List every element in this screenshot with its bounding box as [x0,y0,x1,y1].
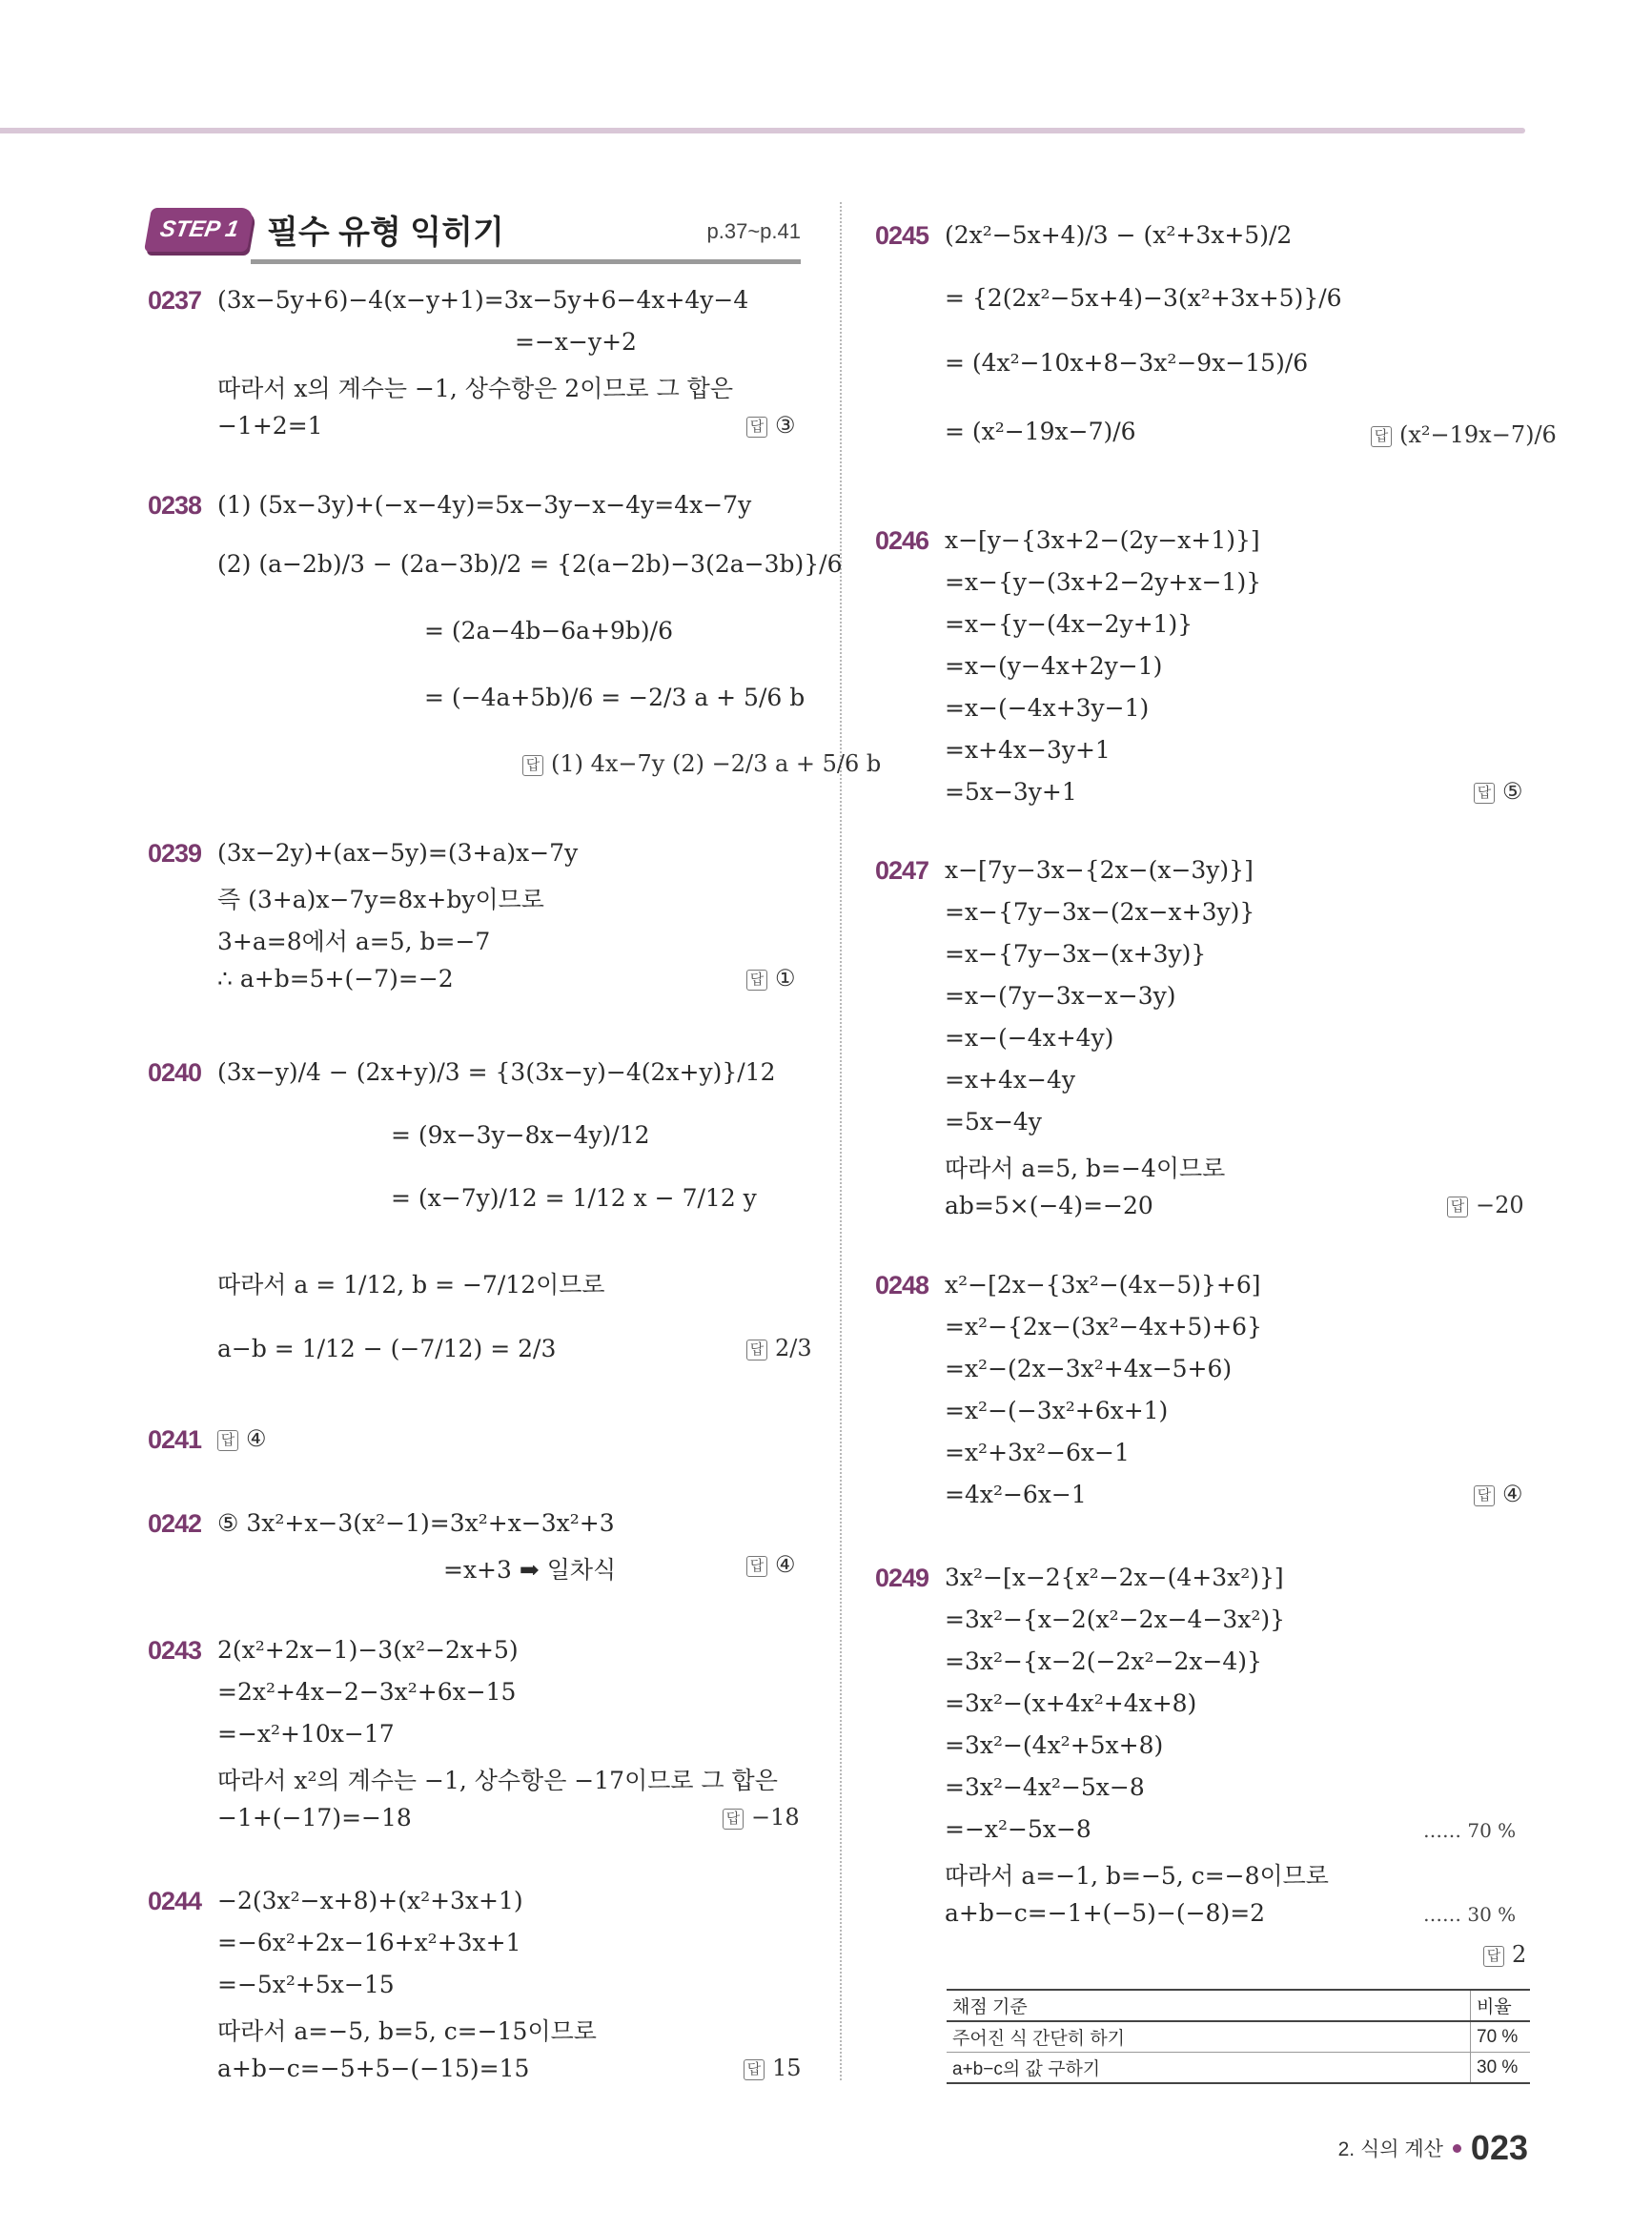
table-header: 채점 기준 [947,1990,1471,2021]
solution-line: = {2(2x²−5x+4)−3(x²+3x+5)}/6 [945,284,1342,312]
solution-line: =3x²−(x+4x²+4x+8) [945,1689,1197,1717]
problem-number: 0237 [148,286,202,315]
solution-line: =3x²−(4x²+5x+8) [945,1731,1164,1759]
problem-number: 0248 [875,1271,929,1299]
solution-line: a+b−c=−5+5−(−15)=15 [217,2055,530,2082]
solution-line: =x−(y−4x+2y−1) [945,652,1163,680]
solution-line: 따라서 a = 1/12, b = −7/12이므로 [217,1271,605,1299]
problem-number: 0247 [875,856,929,885]
answer-mark-icon: 답 [1447,1197,1468,1217]
section-header [148,202,801,269]
section-title: 필수 유형 익히기 [267,215,504,251]
solution-line: −1+(−17)=−18 [217,1804,412,1831]
solution-line: (1) (5x−3y)+(−x−4y)=5x−3y−x−4y=4x−7y [217,491,752,519]
table-cell: a+b−c의 값 구하기 [947,2053,1471,2084]
solution-line: =3x²−{x−2(x²−2x−4−3x²)} [945,1606,1286,1633]
solution-line: =x²+3x²−6x−1 [945,1439,1130,1466]
answer-mark-icon: 답 [723,1809,744,1830]
problem-number: 0238 [148,491,202,520]
problem-number: 0240 [148,1058,202,1087]
solution-line: x−[y−{3x+2−(2y−x+1)}] [945,526,1260,554]
answer-mark-icon: 답 [746,417,767,438]
solution-line: = (x−7y)/12 = 1/12 x − 7/12 y [391,1184,757,1212]
table-cell: 70 % [1471,2021,1531,2053]
score-percent: …… 30 % [1423,1903,1517,1926]
solution-line: x−[7y−3x−{2x−(x−3y)}] [945,856,1254,884]
solution-line: −1+2=1 [217,412,323,440]
solution-line: =x+4x−3y+1 [945,736,1111,764]
column-divider [840,202,842,2080]
step-badge: STEP 1 [144,208,255,252]
answer: 답 ① [746,965,796,992]
problem-number: 0244 [148,1887,202,1915]
solution-line: ∴ a+b=5+(−7)=−2 [217,965,454,992]
solution-line: =x−(−4x+3y−1) [945,694,1150,722]
solution-line: a+b−c=−1+(−5)−(−8)=2 [945,1899,1266,1927]
solution-line: =3x²−{x−2(−2x²−2x−4)} [945,1647,1262,1675]
answer-mark-icon: 답 [746,1556,767,1577]
bullet-icon [1453,2144,1461,2153]
solution-line: =4x²−6x−1 [945,1481,1087,1508]
table-cell: 주어진 식 간단히 하기 [947,2021,1471,2053]
solution-line: 따라서 a=5, b=−4이므로 [945,1155,1226,1182]
page-number: 023 [1470,2128,1528,2167]
solution-line: = (x²−19x−7)/6 [945,418,1136,445]
table-row [947,2053,1530,2084]
solution-line: = (−4a+5b)/6 = −2/3 a + 5/6 b [424,684,806,711]
solution-line: =x−{y−(3x+2−2y+x−1)} [945,568,1262,596]
table-row [947,2021,1530,2053]
solution-line: 2(x²+2x−1)−3(x²−2x+5) [217,1636,519,1664]
score-percent: …… 70 % [1423,1819,1517,1842]
answer-mark-icon: 답 [522,755,543,776]
solution-line: = (4x²−10x+8−3x²−9x−15)/6 [945,349,1309,377]
solution-line: 따라서 a=−5, b=5, c=−15이므로 [217,2017,597,2045]
answer: 답 2 [1483,1941,1526,1968]
solution-line: =x+4x−4y [945,1066,1075,1094]
solution-line: = (9x−3y−8x−4y)/12 [391,1121,650,1149]
solution-line: =x+3 ➡ 일차식 [443,1556,617,1584]
problem-number: 0242 [148,1509,202,1538]
solution-line: =x²−(−3x²+6x+1) [945,1397,1169,1424]
solution-line: x²−[2x−{3x²−(4x−5)}+6] [945,1271,1261,1299]
solution-line: ab=5×(−4)=−20 [945,1192,1153,1219]
solution-line: =5x−4y [945,1108,1042,1135]
table-cell: 30 % [1471,2053,1531,2084]
solution-line: (2) (a−2b)/3 − (2a−3b)/2 = {2(a−2b)−3(2a−3b)}/6 [217,550,843,578]
problem-number: 0245 [875,221,929,250]
solution-line: 따라서 x²의 계수는 −1, 상수항은 −17이므로 그 합은 [217,1767,778,1794]
solution-line: =−x²+10x−17 [217,1720,395,1748]
solution-line: −2(3x²−x+8)+(x²+3x+1) [217,1887,523,1914]
page-footer [1338,2128,1528,2168]
answer: 답 2/3 [746,1335,812,1361]
scoring-table [947,1989,1530,2084]
answer: 답 ③ [746,412,796,439]
answer-mark-icon: 답 [1474,783,1495,804]
answer-mark-icon: 답 [1474,1485,1495,1506]
problem-number: 0239 [148,839,202,868]
solution-line: =x−{y−(4x−2y+1)} [945,610,1193,638]
solution-line: 따라서 x의 계수는 −1, 상수항은 2이므로 그 합은 [217,375,733,402]
solution-line: =−x²−5x−8 [945,1815,1091,1843]
answer-mark-icon: 답 [746,1340,767,1361]
answer: 답 ④ [217,1425,267,1452]
solution-line: =x−{7y−3x−(x+3y)} [945,940,1207,968]
solution-line: =x−(−4x+4y) [945,1024,1114,1052]
solution-line: =x−(7y−3x−x−3y) [945,982,1176,1010]
solution-line: (3x−2y)+(ax−5y)=(3+a)x−7y [217,839,579,867]
answer: 답 (1) 4x−7y (2) −2/3 a + 5/6 b [522,750,881,777]
solution-line: = (2a−4b−6a+9b)/6 [424,617,674,644]
solution-line: =x²−(2x−3x²+4x−5+6) [945,1355,1233,1382]
solution-line: (3x−5y+6)−4(x−y+1)=3x−5y+6−4x+4y−4 [217,286,749,314]
solution-line: =3x²−4x²−5x−8 [945,1773,1145,1801]
chapter-label: 2. 식의 계산 [1337,2138,1443,2160]
answer: 답 ④ [746,1551,796,1578]
solution-line: a−b = 1/12 − (−7/12) = 2/3 [217,1335,557,1362]
page-range: p.37~p.41 [706,219,801,243]
answer: 답 ④ [1474,1481,1523,1507]
solution-line: =5x−3y+1 [945,778,1077,806]
solution-line: =−5x²+5x−15 [217,1971,395,1998]
solution-line: =x−{7y−3x−(2x−x+3y)} [945,898,1255,926]
answer: 답 (x²−19x−7)/6 [1371,421,1557,448]
solution-line: =x²−{2x−(3x²−4x+5)+6} [945,1313,1262,1340]
answer-mark-icon: 답 [744,2059,765,2080]
answer-mark-icon: 답 [1371,426,1392,447]
problem-number: 0243 [148,1636,202,1665]
solution-line: 따라서 a=−1, b=−5, c=−8이므로 [945,1862,1329,1890]
problem-number: 0249 [875,1564,929,1592]
answer-mark-icon: 답 [746,970,767,991]
table-header: 비율 [1471,1990,1531,2021]
solution-line: 3x²−[x−2{x²−2x−(4+3x²)}] [945,1564,1284,1591]
top-decorative-line [0,128,1525,133]
solution-line: (2x²−5x+4)/3 − (x²+3x+5)/2 [945,221,1293,249]
answer-mark-icon: 답 [217,1430,238,1451]
solution-line: 3+a=8에서 a=5, b=−7 [217,928,491,955]
solution-line: 즉 (3+a)x−7y=8x+by이므로 [217,886,544,913]
header-rule [251,259,801,264]
problem-number: 0246 [875,526,929,555]
answer: 답 15 [744,2055,802,2081]
solution-line: (3x−y)/4 − (2x+y)/3 = {3(3x−y)−4(2x+y)}/12 [217,1058,776,1086]
answer: 답 ⑤ [1474,778,1523,805]
answer-mark-icon: 답 [1483,1946,1504,1967]
solution-line: =−x−y+2 [515,328,637,356]
answer: 답 −20 [1447,1192,1524,1218]
answer: 답 −18 [723,1804,800,1831]
solution-line: ⑤ 3x²+x−3(x²−1)=3x²+x−3x²+3 [217,1509,615,1537]
solution-line: =2x²+4x−2−3x²+6x−15 [217,1678,517,1706]
solution-line: =−6x²+2x−16+x²+3x+1 [217,1929,521,1956]
problem-number: 0241 [148,1425,202,1454]
